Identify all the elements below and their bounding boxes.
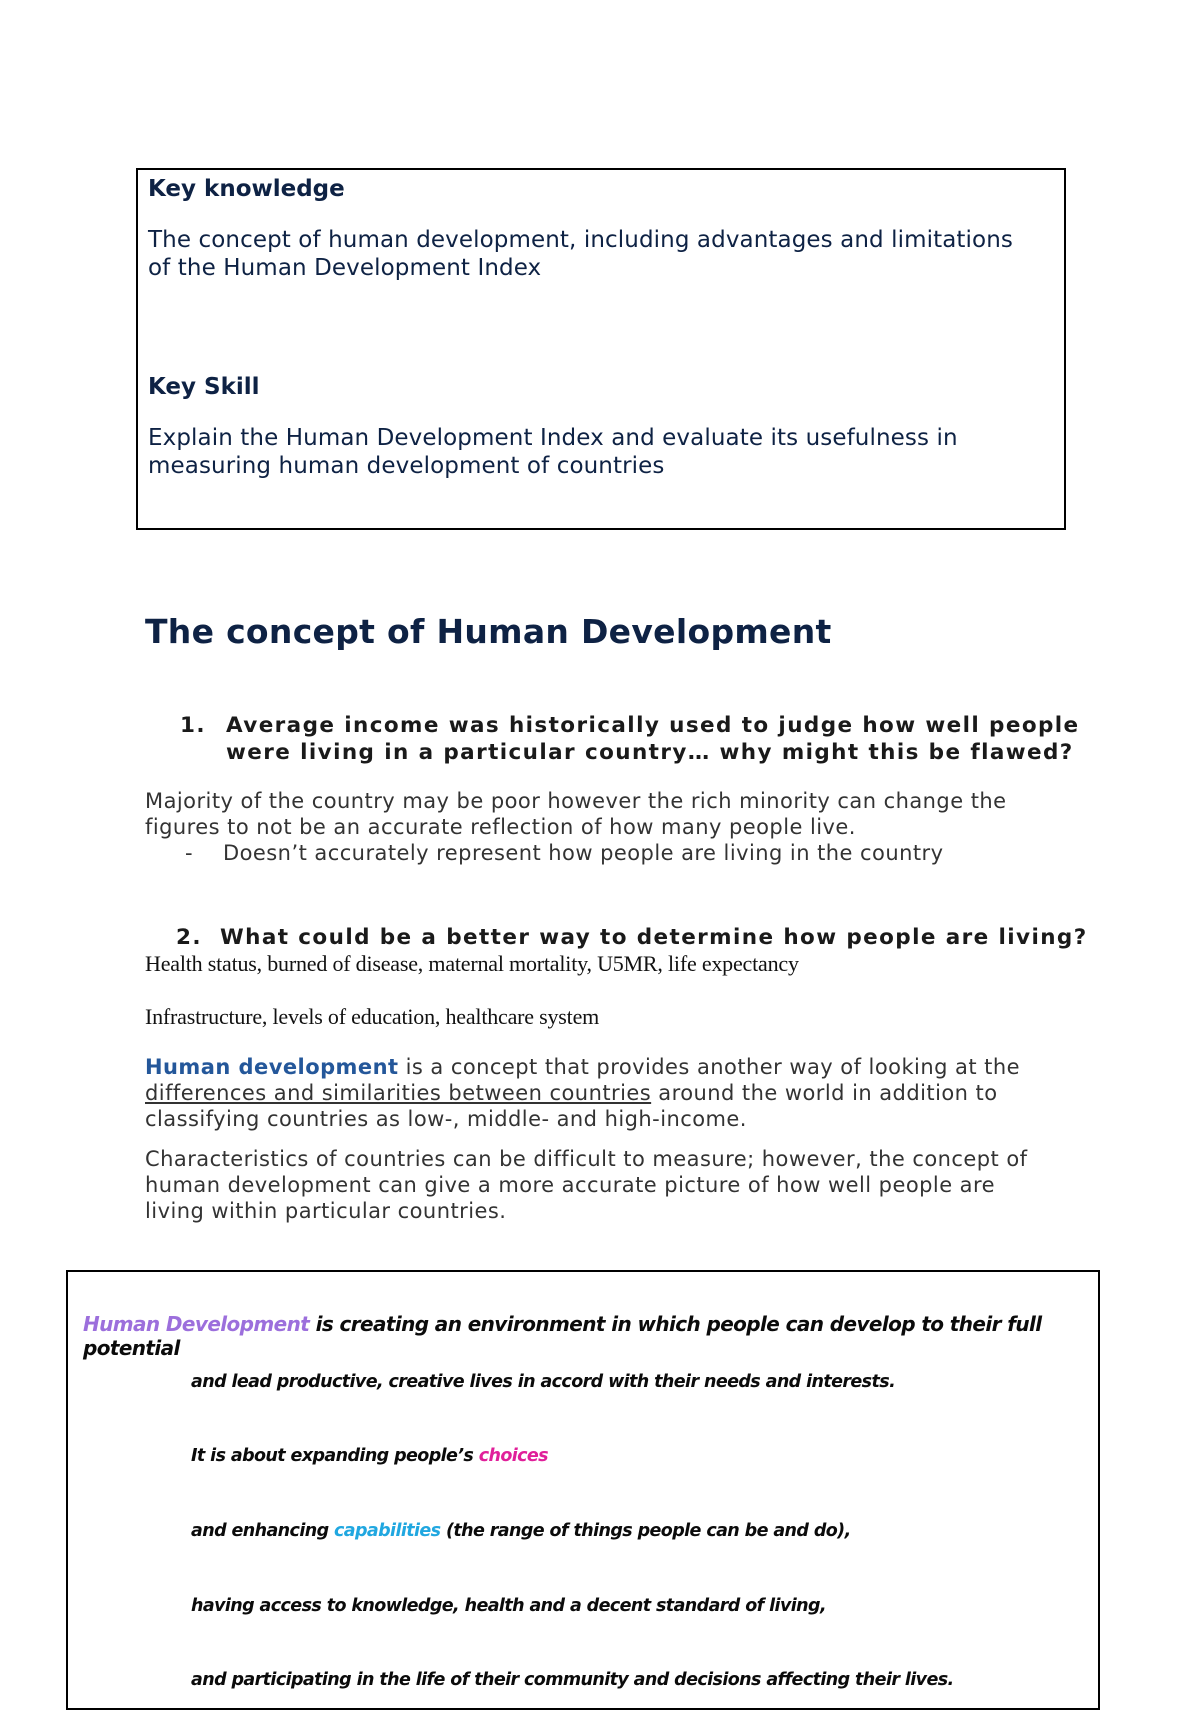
para-2-line-2: human development can give a more accurate picture of how well people are bbox=[145, 1173, 995, 1197]
question-1-bullet bbox=[145, 840, 1007, 866]
bullet-dash: - bbox=[185, 841, 194, 865]
capabilities-word: capabilities bbox=[334, 1521, 441, 1541]
definition-term: Human Development bbox=[83, 1312, 310, 1336]
key-skill-text-line-2: measuring human development of countries bbox=[148, 453, 665, 479]
section-title: The concept of Human Development bbox=[145, 612, 832, 651]
definition-line-4-b: (the range of things people can be and do), bbox=[440, 1521, 851, 1541]
characteristics-paragraph bbox=[145, 1146, 1027, 1224]
para-1-text-a: is a concept that provides another way of looking at the bbox=[398, 1055, 1020, 1079]
key-knowledge-text-line-1: The concept of human development, including advantages and limitations bbox=[148, 227, 1013, 253]
question-1-line-2: were living in a particular country… why might this be flawed? bbox=[226, 740, 1074, 765]
definition-line-1-rest: is creating an environment in which people can develop to their full potential bbox=[83, 1312, 1042, 1360]
definition-line-4-a: and enhancing bbox=[191, 1521, 334, 1541]
definition-line-3 bbox=[191, 1446, 548, 1466]
differences-similarities-underlined: differences and similarities between countries bbox=[145, 1081, 652, 1105]
para-2-line-1: Characteristics of countries can be difficult to measure; however, the concept of bbox=[145, 1147, 1028, 1171]
definition-line-3-a: It is about expanding people’s bbox=[191, 1446, 479, 1466]
question-2 bbox=[174, 924, 1088, 951]
question-2-answer-line-2: Infrastructure, levels of education, healthcare system bbox=[145, 1004, 600, 1029]
question-1-line-1: Average income was historically used to judge how well people bbox=[226, 713, 1080, 738]
question-1-answer bbox=[145, 788, 1007, 866]
question-1-answer-line-1: Majority of the country may be poor however the rich minority can change the bbox=[145, 789, 1007, 813]
question-1 bbox=[180, 712, 1080, 766]
human-development-paragraph bbox=[145, 1054, 1020, 1132]
definition-line-1 bbox=[83, 1312, 1098, 1360]
definition-line-5: having access to knowledge, health and a decent standard of living, bbox=[191, 1596, 826, 1616]
human-development-term: Human development bbox=[145, 1055, 399, 1079]
key-skill-text-line-1: Explain the Human Development Index and evaluate its usefulness in bbox=[148, 425, 958, 451]
question-2-text: What could be a better way to determine how people are living? bbox=[220, 925, 1088, 950]
key-knowledge-heading: Key knowledge bbox=[148, 176, 345, 202]
key-knowledge-text-line-2: of the Human Development Index bbox=[148, 255, 542, 281]
definition-line-2: and lead productive, creative lives in accord with their needs and interests. bbox=[191, 1372, 896, 1392]
definition-line-6: and participating in the life of their community and decisions affecting their lives. bbox=[191, 1670, 954, 1690]
para-1-text-c: classifying countries as low-, middle- and high-income. bbox=[145, 1107, 747, 1131]
para-1-text-b: around the world in addition to bbox=[651, 1081, 998, 1105]
question-1-answer-line-2: figures to not be an accurate reflection of how many people live. bbox=[145, 815, 856, 839]
para-2-line-3: living within particular countries. bbox=[145, 1199, 507, 1223]
question-1-number: 1. bbox=[180, 713, 206, 738]
key-knowledge-box bbox=[136, 168, 1066, 530]
definition-box bbox=[66, 1270, 1100, 1710]
question-2-answer-line-1: Health status, burned of disease, maternal mortality, U5MR, life expectancy bbox=[145, 951, 799, 976]
choices-word: choices bbox=[478, 1446, 548, 1466]
definition-line-4 bbox=[191, 1521, 851, 1541]
question-2-number: 2. bbox=[176, 925, 202, 950]
question-1-bullet-text: Doesn’t accurately represent how people are living in the country bbox=[223, 841, 944, 865]
key-skill-heading: Key Skill bbox=[148, 374, 260, 400]
